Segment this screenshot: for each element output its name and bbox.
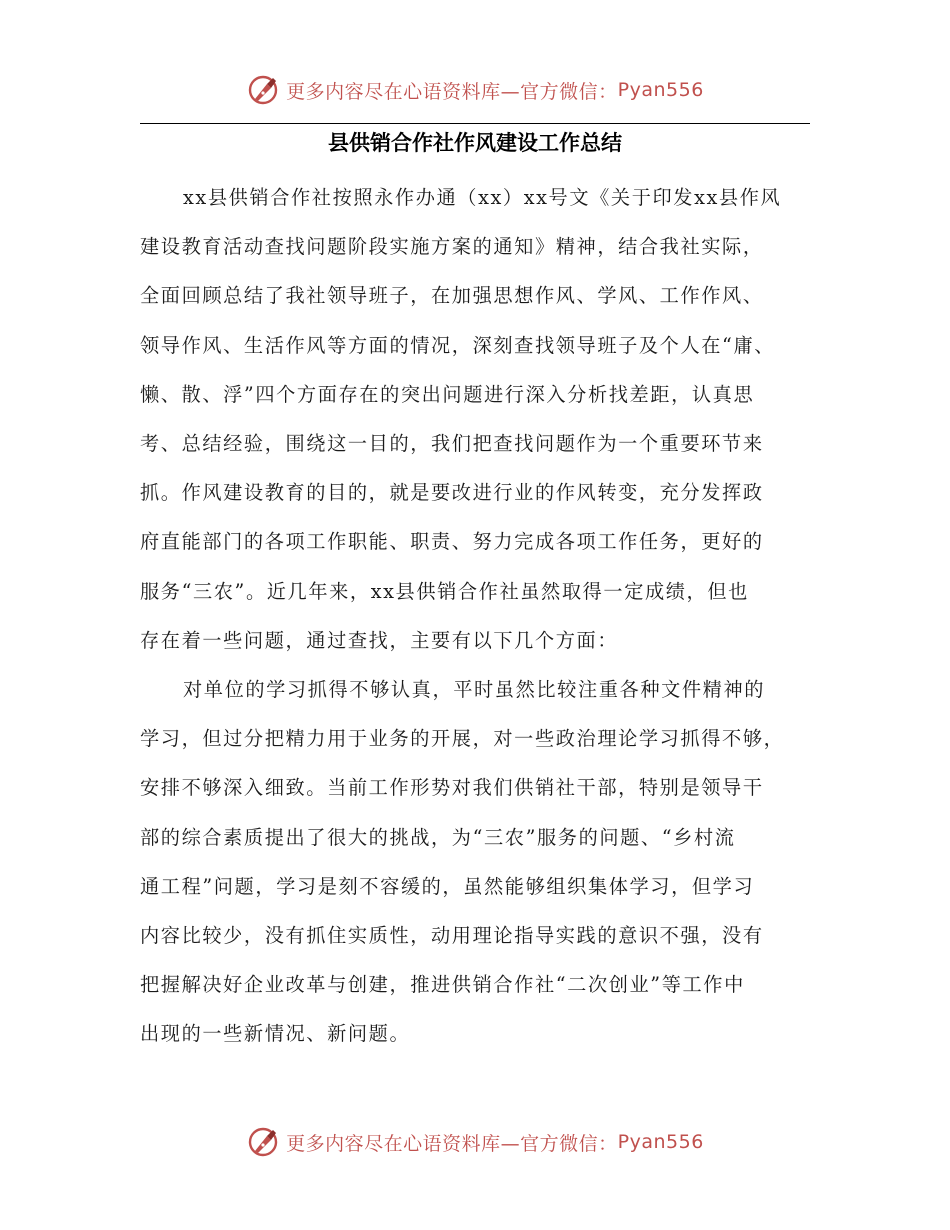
text-line: 领导作风、生活作风等方面的情况，深刻查找领导班子及个人在“庸、	[140, 333, 776, 357]
text-line: 部的综合素质提出了很大的挑战，为“三农”服务的问题、“乡村流	[140, 825, 736, 849]
page-title: 县供销合作社作风建设工作总结	[328, 131, 622, 155]
text-line: xx县供销合作社按照永作办通（xx）xx号文《关于印发xx县作风	[183, 186, 782, 209]
text-line: 抓。作风建设教育的目的，就是要改进行业的作风转变，充分发挥政	[140, 481, 764, 505]
wechat-handle: Pyan556	[617, 1131, 704, 1153]
header-divider	[140, 123, 810, 124]
text-line: 出现的一些新情况、新问题。	[140, 1022, 411, 1046]
text-line: 对单位的学习抓得不够认真，平时虽然比较注重各种文件精神的	[183, 678, 766, 702]
text-line: 安排不够深入细致。当前工作形势对我们供销社干部，特别是领导干	[140, 776, 764, 800]
banner-text: 更多内容尽在心语资料库—官方微信：	[286, 1132, 618, 1155]
text-line: 存在着一些问题，通过查找，主要有以下几个方面：	[140, 628, 619, 652]
text-line: 全面回顾总结了我社领导班子，在加强思想作风、学风、工作作风、	[140, 284, 764, 308]
footer-banner	[0, 1122, 950, 1162]
text-line: 考、总结经验，围绕这一目的，我们把查找问题作为一个重要环节来	[140, 432, 764, 456]
wechat-handle: Pyan556	[617, 79, 704, 101]
pen-nib-circle-icon	[246, 73, 280, 107]
header-banner	[0, 70, 950, 110]
text-line: 建设教育活动查找问题阶段实施方案的通知》精神，结合我社实际，	[140, 235, 764, 259]
paragraph-2	[140, 665, 810, 1059]
banner-text: 更多内容尽在心语资料库—官方微信：	[286, 80, 618, 103]
text-line: 府直能部门的各项工作职能、职责、努力完成各项工作任务，更好的	[140, 530, 764, 554]
text-line: 内容比较少，没有抓住实质性，动用理论指导实践的意识不强，没有	[140, 924, 764, 948]
paragraph-1	[140, 173, 810, 665]
text-line: 服务“三农”。近几年来，xx县供销合作社虽然取得一定成绩，但也	[140, 579, 749, 603]
text-line: 懒、散、浮”四个方面存在的突出问题进行深入分析找差距，认真思	[140, 382, 755, 406]
text-line: 把握解决好企业改革与创建，推进供销合作社“二次创业”等工作中	[140, 973, 745, 997]
text-line: 通工程”问题，学习是刻不容缓的，虽然能够组织集体学习，但学习	[140, 874, 755, 898]
document-body	[140, 173, 810, 1059]
pen-nib-circle-icon	[246, 1125, 280, 1159]
text-line: 学习，但过分把精力用于业务的开展，对一些政治理论学习抓得不够，	[140, 727, 785, 751]
